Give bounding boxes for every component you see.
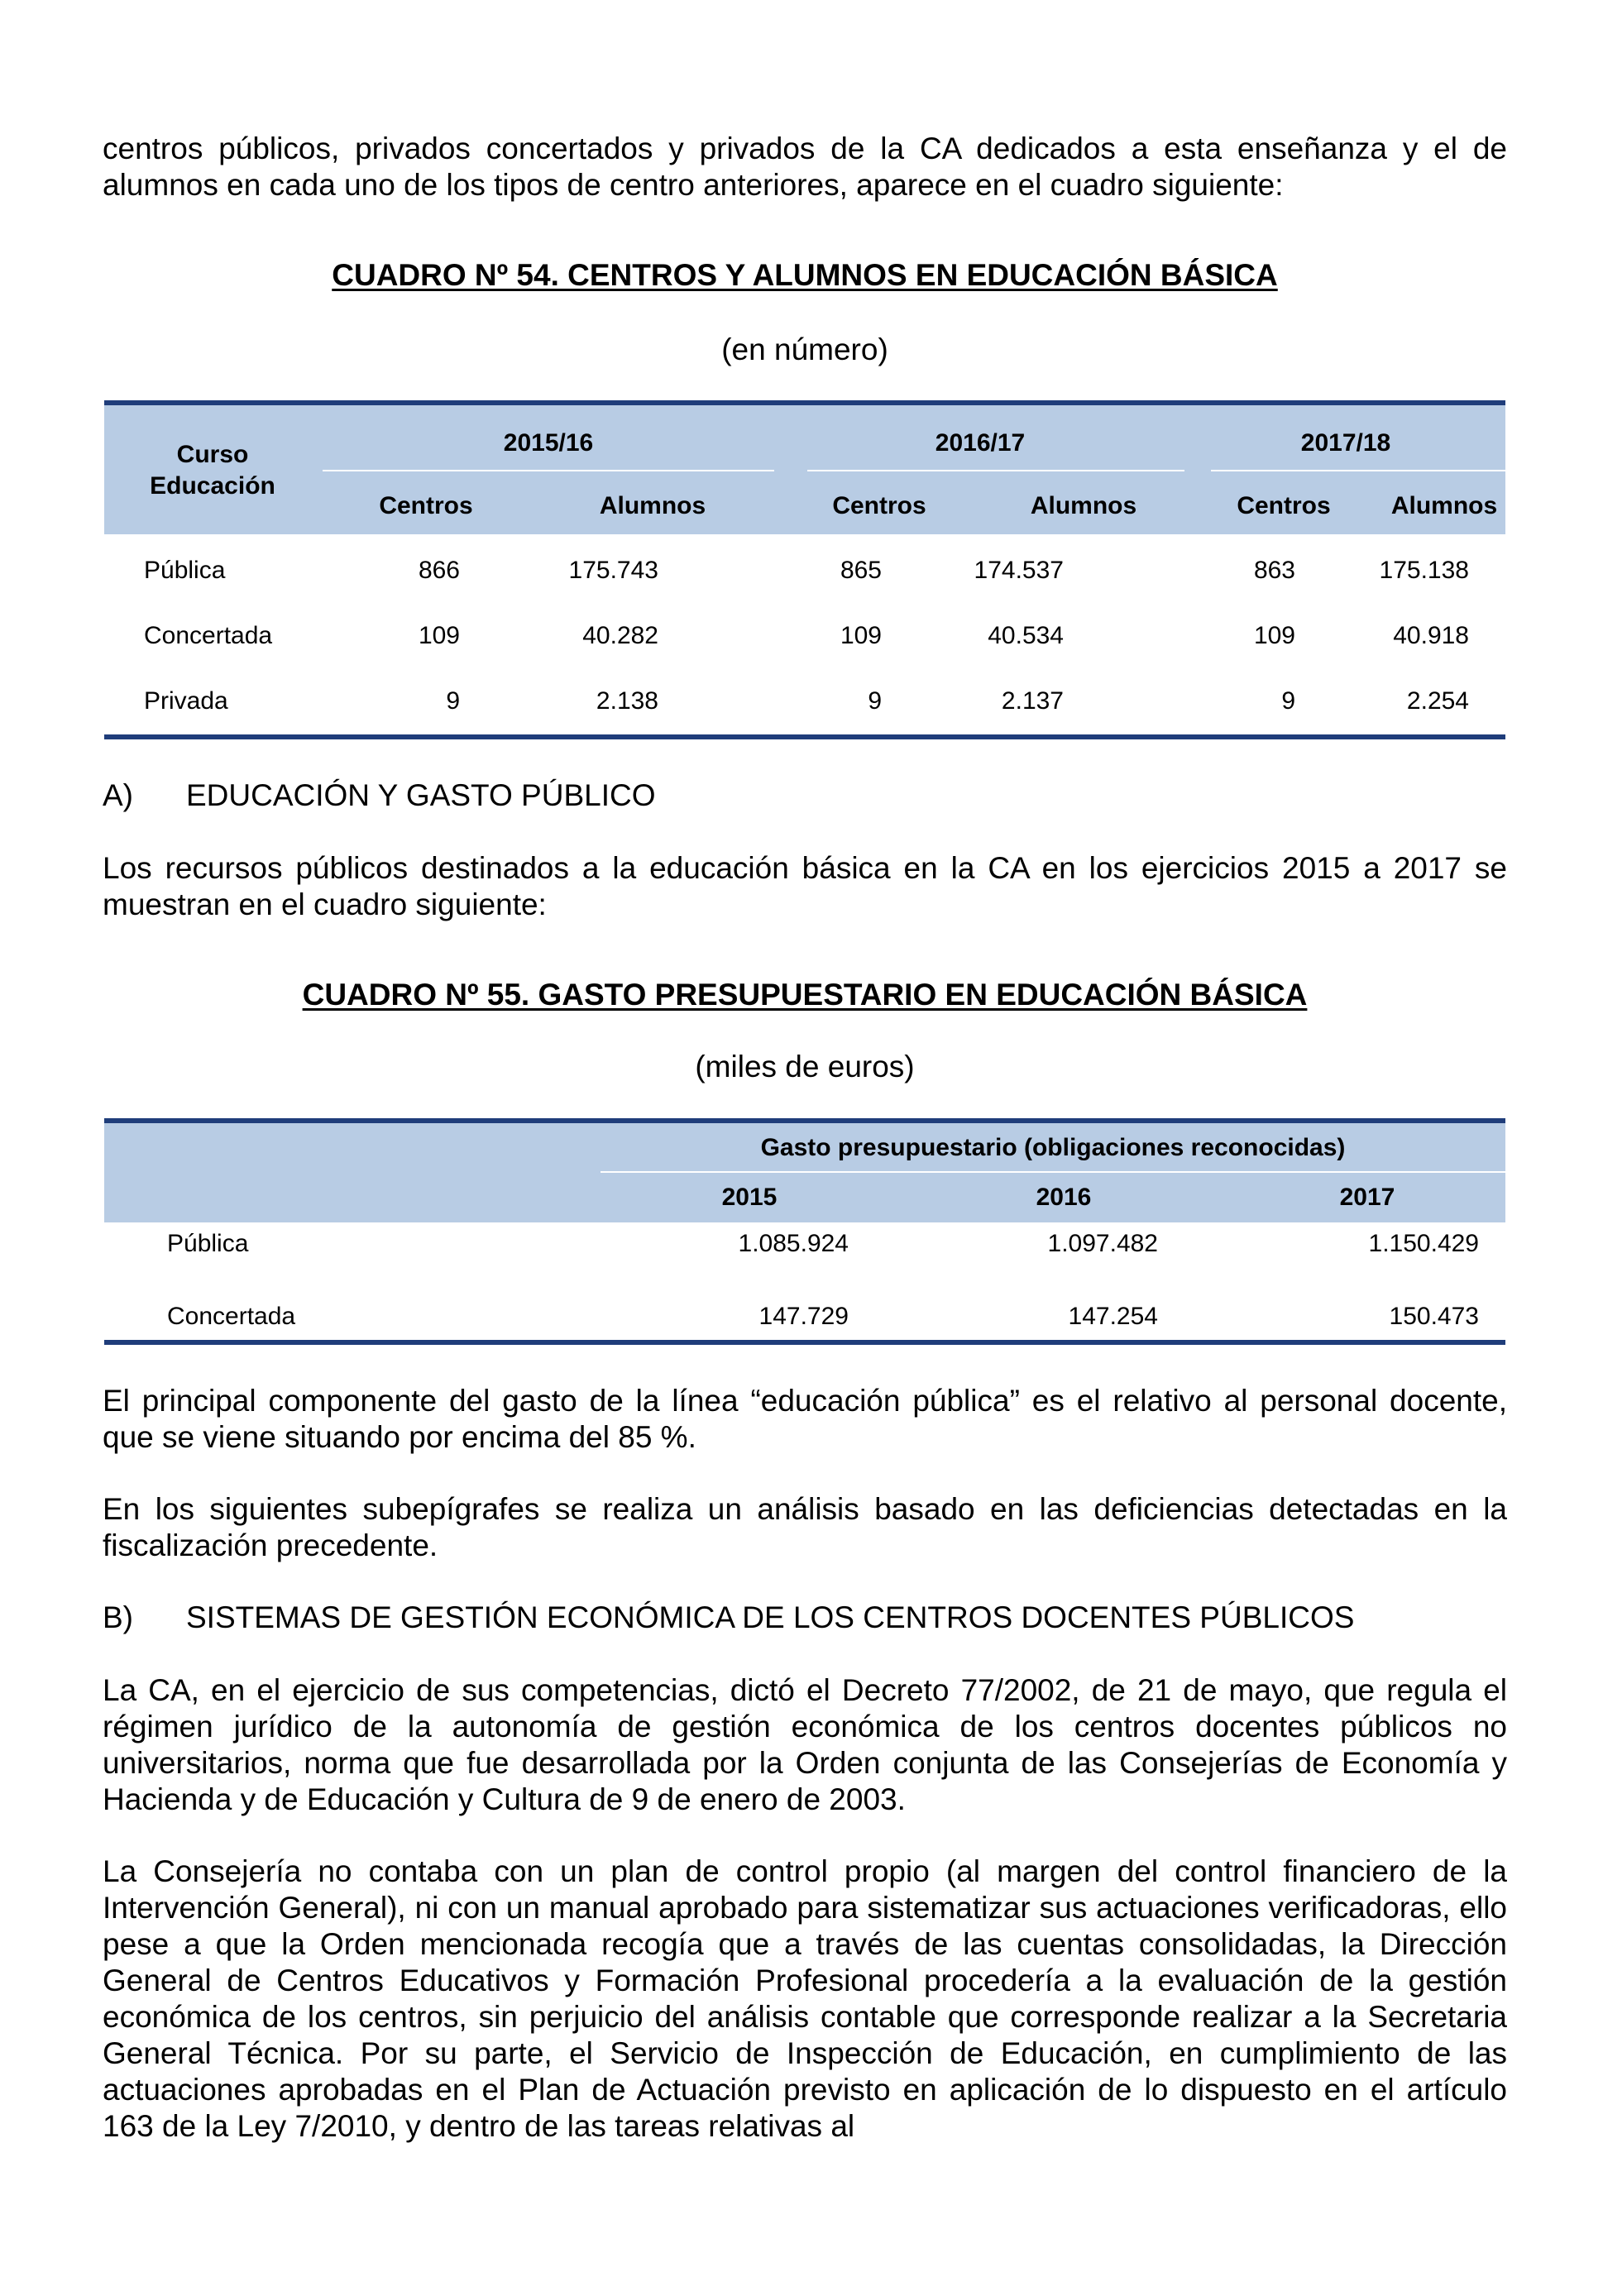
table-cell: 40.918 bbox=[1393, 622, 1469, 649]
section-a-title: EDUCACIÓN Y GASTO PÚBLICO bbox=[186, 778, 656, 812]
table-cell: 2.138 bbox=[596, 687, 658, 715]
table-cell: 40.282 bbox=[582, 622, 658, 649]
year-header-2016: 2016 bbox=[1036, 1184, 1092, 1211]
section-b-heading bbox=[103, 1600, 1354, 1636]
subheader-alumnos: Alumnos bbox=[1030, 492, 1137, 519]
table-cell: 1.150.429 bbox=[1368, 1230, 1479, 1257]
corner-label-educacion: Educación bbox=[150, 472, 275, 500]
section-a-heading bbox=[103, 777, 655, 814]
group-header: Gasto presupuestario (obligaciones reconocidas) bbox=[760, 1134, 1346, 1161]
table-cell: 174.537 bbox=[974, 557, 1064, 584]
paragraph-a: Los recursos públicos destinados a la educación básica en la CA en los ejercicios 2015 a 2017 se muestran en el cuadro siguiente: bbox=[103, 851, 1507, 921]
table-cell: 9 bbox=[1281, 687, 1295, 715]
table-cell: 1.085.924 bbox=[738, 1230, 849, 1257]
section-a-letter: A) bbox=[103, 778, 133, 812]
table-cell: 2.137 bbox=[1001, 687, 1064, 715]
table-cell: 175.743 bbox=[568, 557, 658, 584]
paragraph-d: La Consejería no contaba con un plan de control propio (al margen del control financiero de la Intervención General), ni con un manual aprobado para sistematizar sus actuaciones verificadoras, ello pese a que la Orden mencionada recogía que a través de las cuentas consolidadas, la Dirección General de Centros Educativos y Formación Profesional procedería a la evaluación de la gestión económica de los centros, sin perjuicio del análisis contable que corresponde realizar a la Secretaria General Técnica. Por su parte, el Servicio de Inspección de Educación, en cumplimiento de las actuaciones aprobadas en el Plan de Actuación previsto en aplicación de lo dispuesto en el artículo 163 de la Ley 7/2010, y dentro de las tareas relativas al bbox=[103, 1854, 1507, 2143]
table55-unit: (miles de euros) bbox=[695, 1050, 915, 1083]
table-cell: 175.138 bbox=[1379, 557, 1469, 584]
table-cell: 9 bbox=[446, 687, 460, 715]
table-cell: 40.534 bbox=[988, 622, 1064, 649]
table-cell: 2.254 bbox=[1406, 687, 1469, 715]
table-cell: 109 bbox=[418, 622, 460, 649]
row-label-concertada: Concertada bbox=[144, 622, 273, 649]
table-cell: 147.729 bbox=[758, 1303, 849, 1330]
section-b-letter: B) bbox=[103, 1600, 133, 1634]
paragraph-b2: En los siguientes subepígrafes se realiza un análisis basado en las deficiencias detectadas en la fiscalización precedente. bbox=[103, 1492, 1507, 1562]
subheader-centros: Centros bbox=[1237, 492, 1331, 519]
row-label-publica: Pública bbox=[167, 1230, 249, 1257]
year-header-2017: 2017 bbox=[1339, 1184, 1395, 1211]
subheader-alumnos: Alumnos bbox=[1390, 492, 1498, 519]
table-cell: 9 bbox=[868, 687, 882, 715]
table-cell: 147.254 bbox=[1068, 1303, 1158, 1330]
row-label-privada: Privada bbox=[144, 687, 228, 715]
table54-unit: (en número) bbox=[721, 332, 888, 366]
table-cell: 109 bbox=[1253, 622, 1295, 649]
table-55 bbox=[104, 1118, 1505, 1350]
table-cell: 1.097.482 bbox=[1047, 1230, 1158, 1257]
table54-bottom-rule bbox=[104, 734, 1505, 739]
table55-bottom-rule bbox=[104, 1340, 1505, 1345]
paragraph-b1: El principal componente del gasto de la línea “educación pública” es el relativo al personal docente, que se viene situando por encima del 85 %. bbox=[103, 1384, 1507, 1454]
year-header-2015: 2015 bbox=[721, 1184, 778, 1211]
table-54 bbox=[104, 400, 1505, 741]
table-cell: 866 bbox=[418, 557, 460, 584]
subheader-centros: Centros bbox=[379, 492, 473, 519]
corner-label-curso: Curso bbox=[176, 441, 249, 468]
row-label-concertada: Concertada bbox=[167, 1303, 296, 1330]
year-header-2015-16: 2015/16 bbox=[503, 429, 594, 457]
subheader-centros: Centros bbox=[832, 492, 926, 519]
table-cell: 863 bbox=[1253, 557, 1295, 584]
table54-title: CUADRO Nº 54. CENTROS Y ALUMNOS EN EDUCACIÓN BÁSICA bbox=[332, 258, 1278, 292]
subheader-alumnos: Alumnos bbox=[599, 492, 706, 519]
table-cell: 865 bbox=[840, 557, 882, 584]
table-cell: 150.473 bbox=[1389, 1303, 1479, 1330]
section-b-title: SISTEMAS DE GESTIÓN ECONÓMICA DE LOS CENTROS DOCENTES PÚBLICOS bbox=[186, 1600, 1355, 1634]
table-cell: 109 bbox=[840, 622, 882, 649]
paragraph-c: La CA, en el ejercicio de sus competencias, dictó el Decreto 77/2002, de 21 de mayo, que regula el régimen jurídico de la autonomía de gestión económica de los centros docentes públicos no universitarios, norma que fue desarrollada por la Orden conjunta de las Consejerías de Economía y Hacienda y de Educación y Cultura de 9 de enero de 2003. bbox=[103, 1673, 1507, 1816]
row-label-publica: Pública bbox=[144, 557, 226, 584]
intro-paragraph: centros públicos, privados concertados y privados de la CA dedicados a esta enseñanza y el de alumnos en cada uno de los tipos de centro anteriores, aparece en el cuadro siguiente: bbox=[103, 132, 1507, 202]
year-header-2016-17: 2016/17 bbox=[935, 429, 1026, 457]
year-header-2017-18: 2017/18 bbox=[1300, 429, 1391, 457]
table55-title: CUADRO Nº 55. GASTO PRESUPUESTARIO EN EDUCACIÓN BÁSICA bbox=[302, 978, 1308, 1012]
